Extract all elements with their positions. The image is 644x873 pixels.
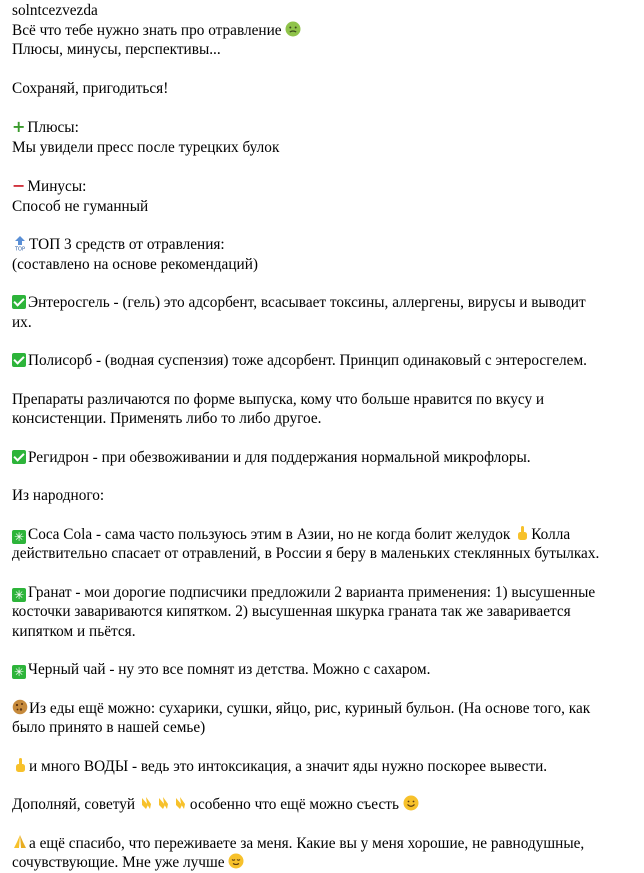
food-line (12, 699, 634, 719)
forms-text-cont: консистенции. Применять либо то либо другое. (12, 410, 322, 427)
pointing-up-icon (12, 757, 28, 773)
relieved-face-icon (228, 853, 244, 869)
folk1-text-b: Колла (531, 525, 571, 543)
top-note: (составлено на основе рекомендаций) (12, 255, 258, 273)
top-arrow-icon (12, 235, 28, 251)
item2-text: Полисорб - (водная суспензия) тоже адсорбент. Принцип одинаковый с энтеросгелем. (28, 352, 587, 369)
cookie-icon (12, 699, 28, 715)
list-item-cola (12, 525, 634, 545)
thanks-line-2 (12, 853, 634, 873)
folk2-text-cont2: кипятком и пьётся. (12, 622, 136, 640)
post-author[interactable]: solntcezvezda (12, 2, 98, 19)
nauseated-face-icon (285, 21, 301, 37)
pros-text: Мы увидели пресс после турецких булок (12, 138, 280, 156)
post-title: Всё что тебе нужно знать про отравление (12, 21, 282, 39)
add-line (12, 795, 634, 815)
svg-text:TOP: TOP (14, 246, 26, 251)
check-mark-icon (12, 353, 26, 367)
folk1-text: Coca Cola - сама часто пользуюсь этим в Азии, но не когда болит желудок (28, 525, 511, 543)
forms-text: Препараты различаются по форме выпуска, кому что больше нравится по вкусу и (12, 390, 545, 408)
minus-icon: − (12, 176, 26, 195)
list-item-black-tea (12, 660, 634, 680)
list-item-polisorb (12, 351, 634, 371)
top-header-line (12, 235, 634, 255)
item1-text-cont: их. (12, 313, 32, 331)
post-title-line (12, 21, 634, 41)
cons-text: Способ не гуманный (12, 197, 149, 215)
clapping-hands-icon (173, 795, 189, 811)
list-item-enterosgel (12, 293, 634, 313)
food-text: Из еды ещё можно: сухарики, сушки, яйцо, рис, куриный бульон. (На основе того, как (29, 699, 591, 717)
food-text-cont: было принято в нашей семье) (12, 719, 206, 736)
folk2-text-cont: косточки завариваются кипятком. 2) высушенная шкурка граната так же заваривается (12, 603, 571, 620)
clapping-hands-icon (139, 795, 155, 811)
cons-header: Минусы: (27, 178, 87, 195)
save-note: Сохраняй, пригодиться! (12, 79, 169, 97)
water-line (12, 757, 634, 777)
cons-header-line (12, 176, 634, 197)
clapping-hands-icon (156, 795, 172, 811)
list-item-pomegranate (12, 583, 634, 603)
thanks-line (12, 834, 634, 854)
pros-header-line (12, 117, 634, 138)
top-header: ТОП 3 средств от отравления: (29, 236, 225, 253)
folk2-text: Гранат - мои дорогие подписчики предложили 2 варианта применения: 1) высушенные (28, 583, 596, 601)
folded-hands-icon (12, 834, 28, 850)
check-mark-icon (12, 450, 26, 464)
thanks-text: а ещё спасибо, что переживаете за меня. Какие вы у меня хорошие, не равнодушные, (29, 834, 585, 852)
pros-header: Плюсы: (27, 119, 79, 136)
list-item-regidron (12, 448, 634, 468)
add-text-2: особенно что ещё можно съесть (189, 796, 399, 813)
sparkle-icon: ✳ (13, 587, 25, 602)
smiling-face-icon (403, 795, 419, 811)
folk-header: Из народного: (12, 487, 105, 504)
sparkle-icon: ✳ (13, 529, 25, 544)
plus-icon: + (12, 117, 26, 136)
check-mark-icon (12, 295, 26, 309)
add-text: Дополняй, советуй (12, 796, 136, 813)
water-text: и много ВОДЫ - ведь это интоксикация, а значит яды нужно поскорее вывести. (29, 757, 548, 775)
item1-text: Энтеросгель - (гель) это адсорбент, всасывает токсины, аллергены, вирусы и выводит (28, 294, 586, 311)
sparkle-icon: ✳ (13, 665, 25, 679)
post-subtitle: Плюсы, минусы, перспективы... (12, 41, 221, 58)
folk1-text-cont: действительно спасает от отравлений, в России я беру в маленьких стеклянных бутылках. (12, 545, 600, 562)
folk3-text: Черный чай - ну это все помнят из детства. Можно с сахаром. (28, 661, 431, 678)
thanks-text-cont: сочувствующие. Мне уже лучше (12, 854, 225, 871)
pointing-up-icon (514, 525, 530, 541)
item3-text: Регидрон - при обезвоживании и для поддержания нормальной микрофлоры. (28, 448, 531, 466)
